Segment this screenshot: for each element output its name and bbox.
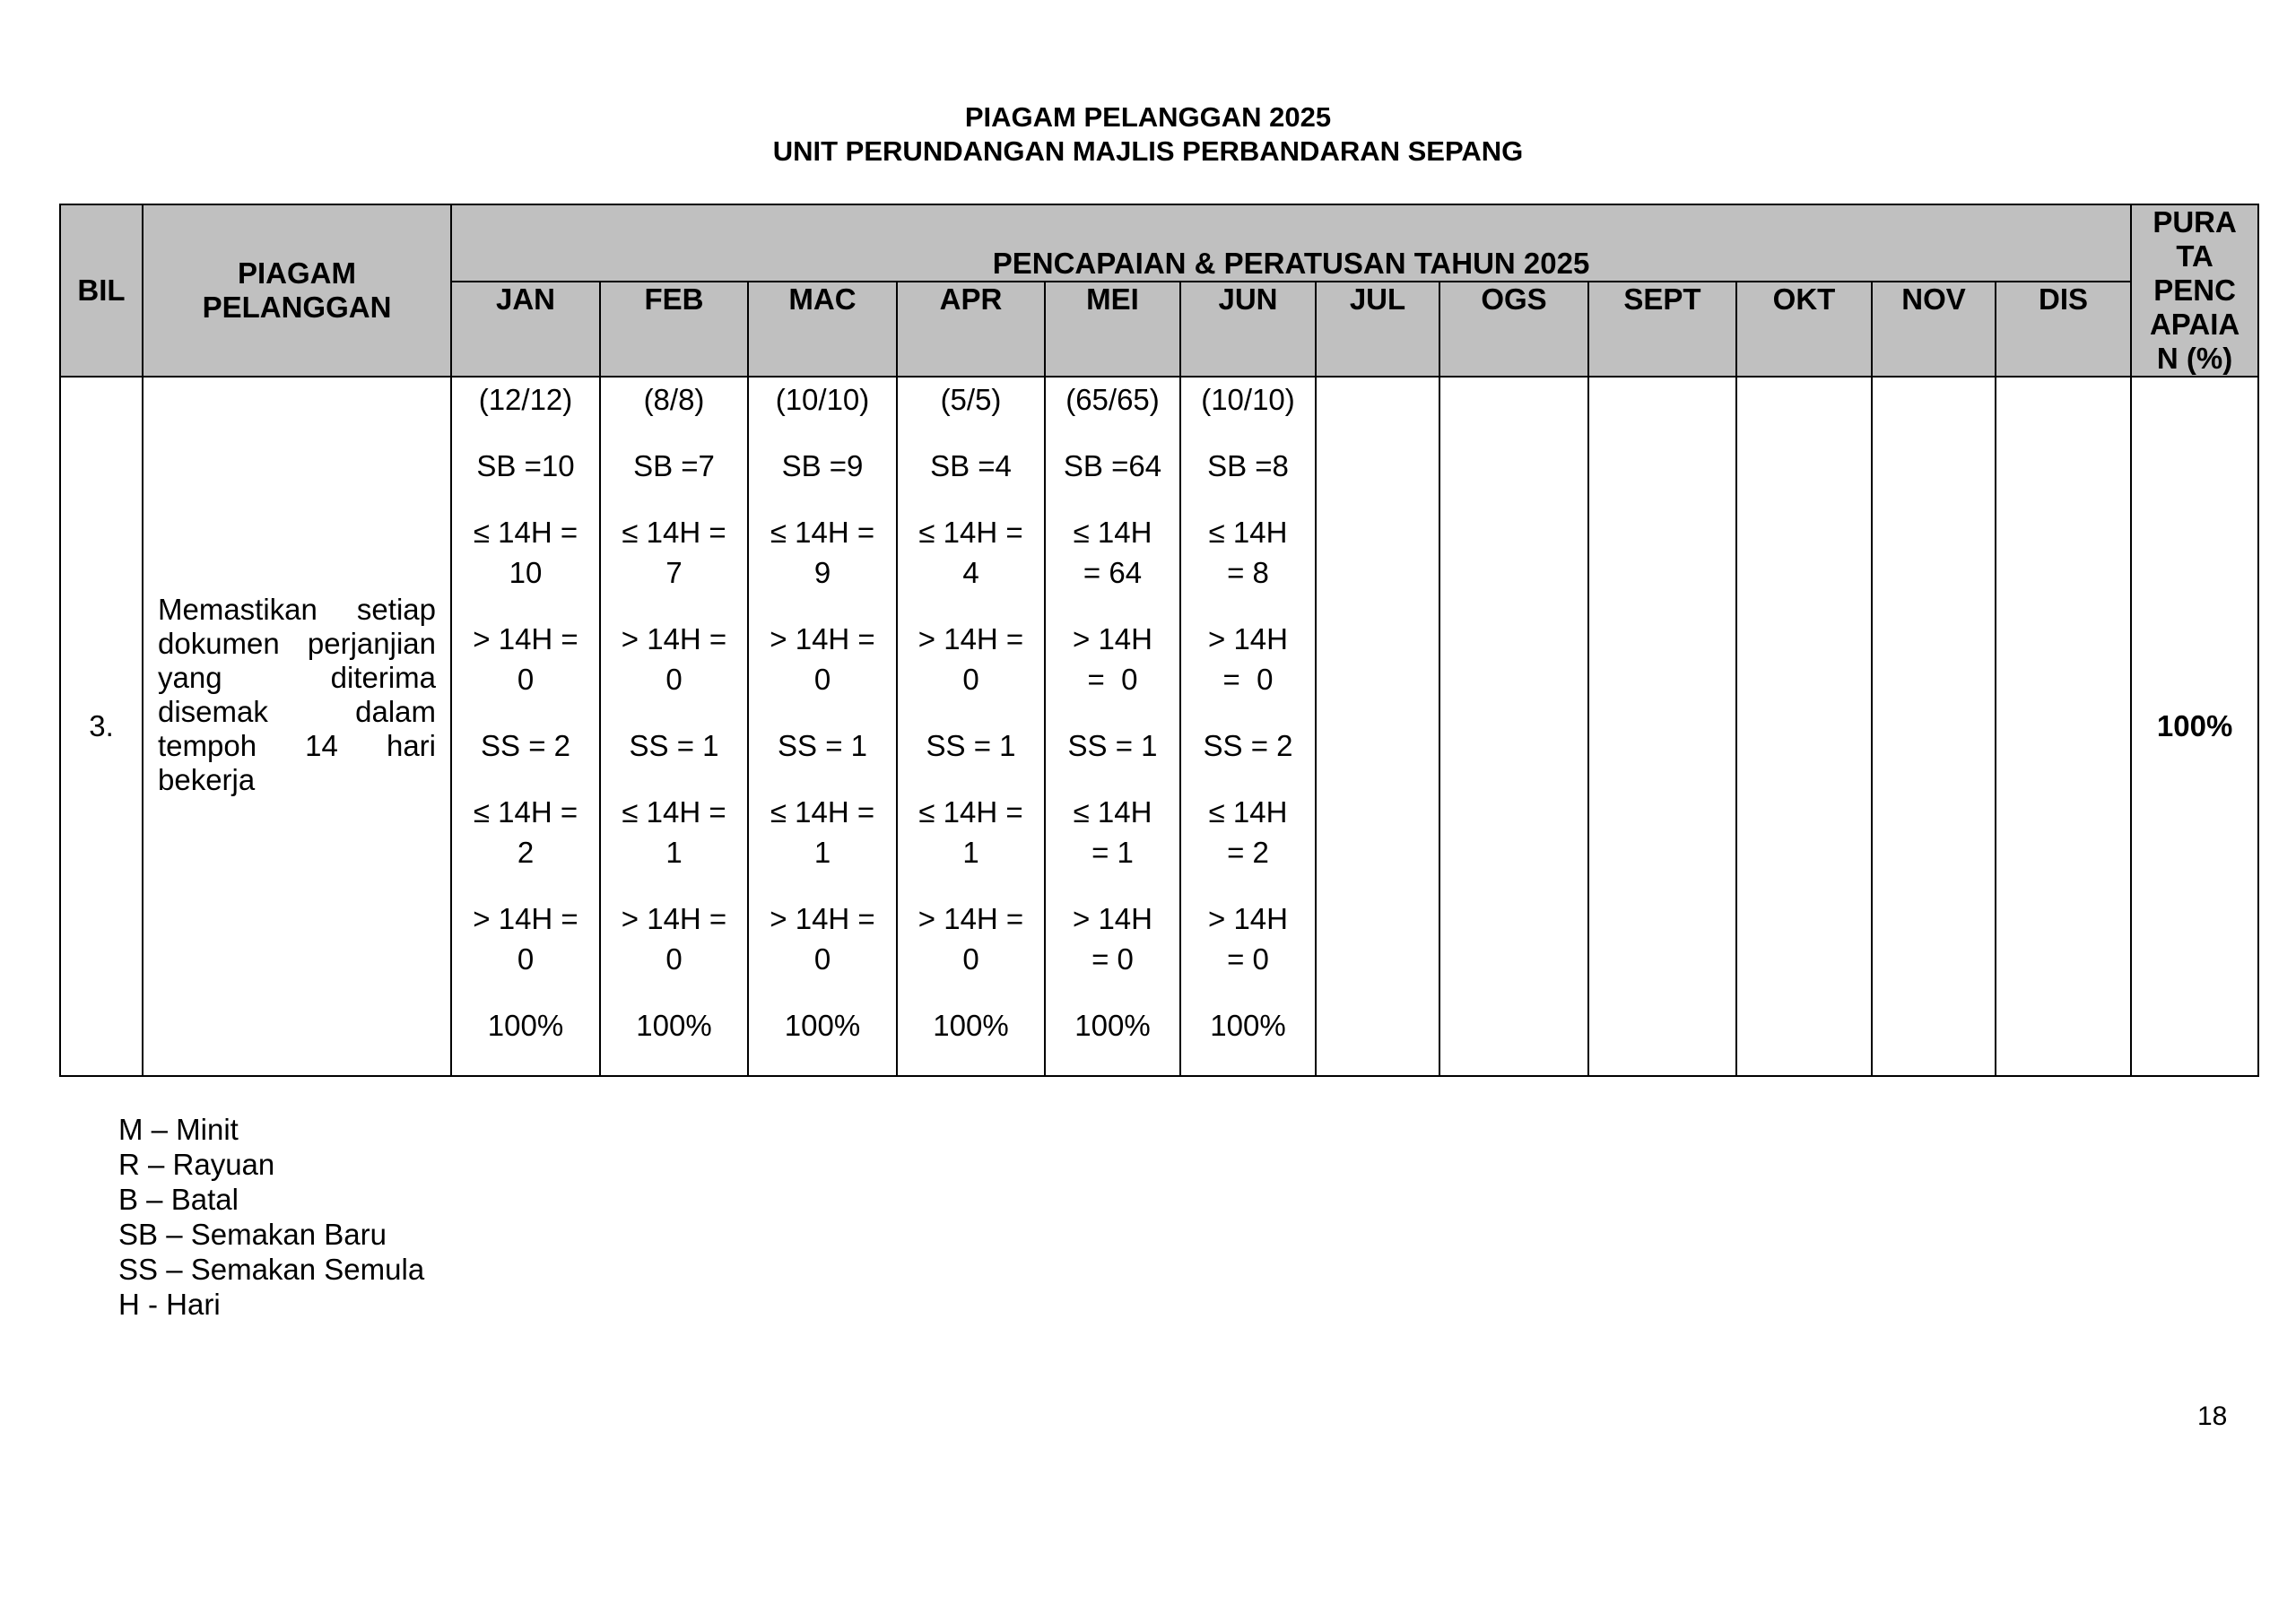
month-cell-jul <box>1316 377 1439 1076</box>
month-cell-nov <box>1872 377 1996 1076</box>
month-value: ≤ 14H = 2 <box>1208 795 1288 869</box>
month-value: SB =4 <box>930 449 1012 482</box>
month-value: > 14H = 0 <box>1073 902 1152 976</box>
month-value: (12/12) <box>478 383 573 416</box>
month-value: (5/5) <box>940 383 1002 416</box>
month-value: > 14H = 0 <box>1073 622 1152 696</box>
month-cell-mei <box>1045 377 1180 1076</box>
month-cell-apr <box>897 377 1045 1076</box>
charter-table <box>59 204 2259 1077</box>
average-header-line: PENC <box>2153 273 2236 307</box>
legend-item: SB – Semakan Baru <box>118 1218 387 1251</box>
row-description: Memastikan setiap dokumen perjanjian yang diterima disemak dalam tempoh 14 hari bekerja <box>158 593 436 796</box>
month-value: > 14H = 0 <box>621 902 727 976</box>
month-value: (65/65) <box>1065 383 1160 416</box>
month-header-mei: MEI <box>1045 282 1180 377</box>
month-value: ≤ 14H = 10 <box>473 516 578 589</box>
month-value: ≤ 14H = 8 <box>1208 516 1288 589</box>
month-value: ≤ 14H = 1 <box>918 795 1023 869</box>
row-average: 100% <box>2131 377 2258 1076</box>
legend-item: H - Hari <box>118 1288 221 1321</box>
month-value: 100% <box>1210 1009 1286 1042</box>
month-cell-sept <box>1588 377 1736 1076</box>
month-values <box>1996 378 2130 379</box>
month-header-nov: NOV <box>1872 282 1996 377</box>
month-value: ≤ 14H = 1 <box>622 795 726 869</box>
legend-item: R – Rayuan <box>118 1148 275 1181</box>
month-values <box>452 378 599 1046</box>
month-value: SS = 2 <box>1203 729 1293 762</box>
month-value: (10/10) <box>1201 383 1295 416</box>
average-header-line: TA <box>2176 239 2213 273</box>
legend-item: M – Minit <box>118 1113 239 1146</box>
month-value: SB =64 <box>1063 449 1162 482</box>
month-cell-jan <box>451 377 600 1076</box>
month-value: SS = 1 <box>629 729 719 762</box>
month-values <box>1589 378 1735 379</box>
month-values <box>749 378 896 1046</box>
month-value: > 14H = 0 <box>473 622 578 696</box>
month-value: ≤ 14H = 64 <box>1073 516 1152 589</box>
page-number: 18 <box>2197 1402 2228 1431</box>
month-value: > 14H = 0 <box>770 622 875 696</box>
month-value: ≤ 14H = 4 <box>918 516 1023 589</box>
month-value: 100% <box>636 1009 712 1042</box>
month-value: > 14H = 0 <box>473 902 578 976</box>
month-value: > 14H = 0 <box>1208 622 1288 696</box>
month-value: SS = 2 <box>481 729 570 762</box>
piagam-header-line1: PIAGAM <box>238 256 356 290</box>
piagam-header-line2: PELANGGAN <box>202 291 392 324</box>
month-values <box>601 378 747 1046</box>
month-value: SS = 1 <box>1067 729 1158 762</box>
month-value: ≤ 14H = 9 <box>770 516 875 589</box>
month-header-feb: FEB <box>600 282 748 377</box>
average-header <box>2131 204 2258 377</box>
month-value: SB =9 <box>781 449 864 482</box>
legend-item: B – Batal <box>118 1183 239 1216</box>
month-value: (8/8) <box>643 383 705 416</box>
month-header-sept: SEPT <box>1588 282 1736 377</box>
row-bil: 3. <box>60 377 143 1076</box>
month-value: SS = 1 <box>778 729 867 762</box>
month-value: 100% <box>933 1009 1009 1042</box>
month-values <box>1737 378 1871 379</box>
month-value: ≤ 14H = 7 <box>622 516 726 589</box>
month-value: > 14H = 0 <box>918 622 1024 696</box>
month-cell-jun <box>1180 377 1316 1076</box>
document-title: PIAGAM PELANGGAN 2025 <box>964 101 1332 133</box>
month-value: ≤ 14H = 1 <box>1073 795 1152 869</box>
month-value: SB =8 <box>1207 449 1289 482</box>
document-subtitle: UNIT PERUNDANGAN MAJLIS PERBANDARAN SEPANG <box>772 135 1524 167</box>
month-values <box>898 378 1044 1046</box>
month-cell-feb <box>600 377 748 1076</box>
month-cell-okt <box>1736 377 1872 1076</box>
month-value: SS = 1 <box>926 729 1016 762</box>
legend-item: SS – Semakan Semula <box>118 1253 425 1286</box>
average-header-line: PURA <box>2152 205 2237 239</box>
piagam-header <box>143 204 451 377</box>
month-header-ogs: OGS <box>1439 282 1588 377</box>
month-cell-ogs <box>1439 377 1588 1076</box>
month-cell-mac <box>748 377 897 1076</box>
row-description-cell <box>143 377 451 1076</box>
month-value: SB =7 <box>633 449 715 482</box>
month-value: > 14H = 0 <box>770 902 875 976</box>
month-cell-dis <box>1996 377 2131 1076</box>
month-value: (10/10) <box>775 383 870 416</box>
month-header-apr: APR <box>897 282 1045 377</box>
month-values <box>1873 378 1995 379</box>
month-value: 100% <box>1074 1009 1151 1042</box>
month-values <box>1317 378 1439 379</box>
average-header-line: APAIA <box>2149 308 2240 341</box>
month-value: ≤ 14H = 2 <box>473 795 578 869</box>
month-value: 100% <box>487 1009 564 1042</box>
month-header-okt: OKT <box>1736 282 1872 377</box>
legend <box>118 1112 424 1322</box>
month-header-jan: JAN <box>451 282 600 377</box>
month-values <box>1046 378 1179 1046</box>
month-header-jun: JUN <box>1180 282 1316 377</box>
month-value: 100% <box>784 1009 861 1042</box>
month-values <box>1181 378 1315 1046</box>
month-value: > 14H = 0 <box>621 622 727 696</box>
month-value: SB =10 <box>476 449 575 482</box>
month-values <box>1440 378 1587 379</box>
month-header-jul: JUL <box>1316 282 1439 377</box>
month-value: > 14H = 0 <box>1208 902 1288 976</box>
average-header-line: N (%) <box>2156 342 2233 375</box>
month-header-dis: DIS <box>1996 282 2131 377</box>
month-header-mac: MAC <box>748 282 897 377</box>
achievement-group-header: PENCAPAIAN & PERATUSAN TAHUN 2025 <box>451 204 2131 282</box>
bil-header: BIL <box>60 204 143 377</box>
month-value: ≤ 14H = 1 <box>770 795 875 869</box>
month-value: > 14H = 0 <box>918 902 1024 976</box>
